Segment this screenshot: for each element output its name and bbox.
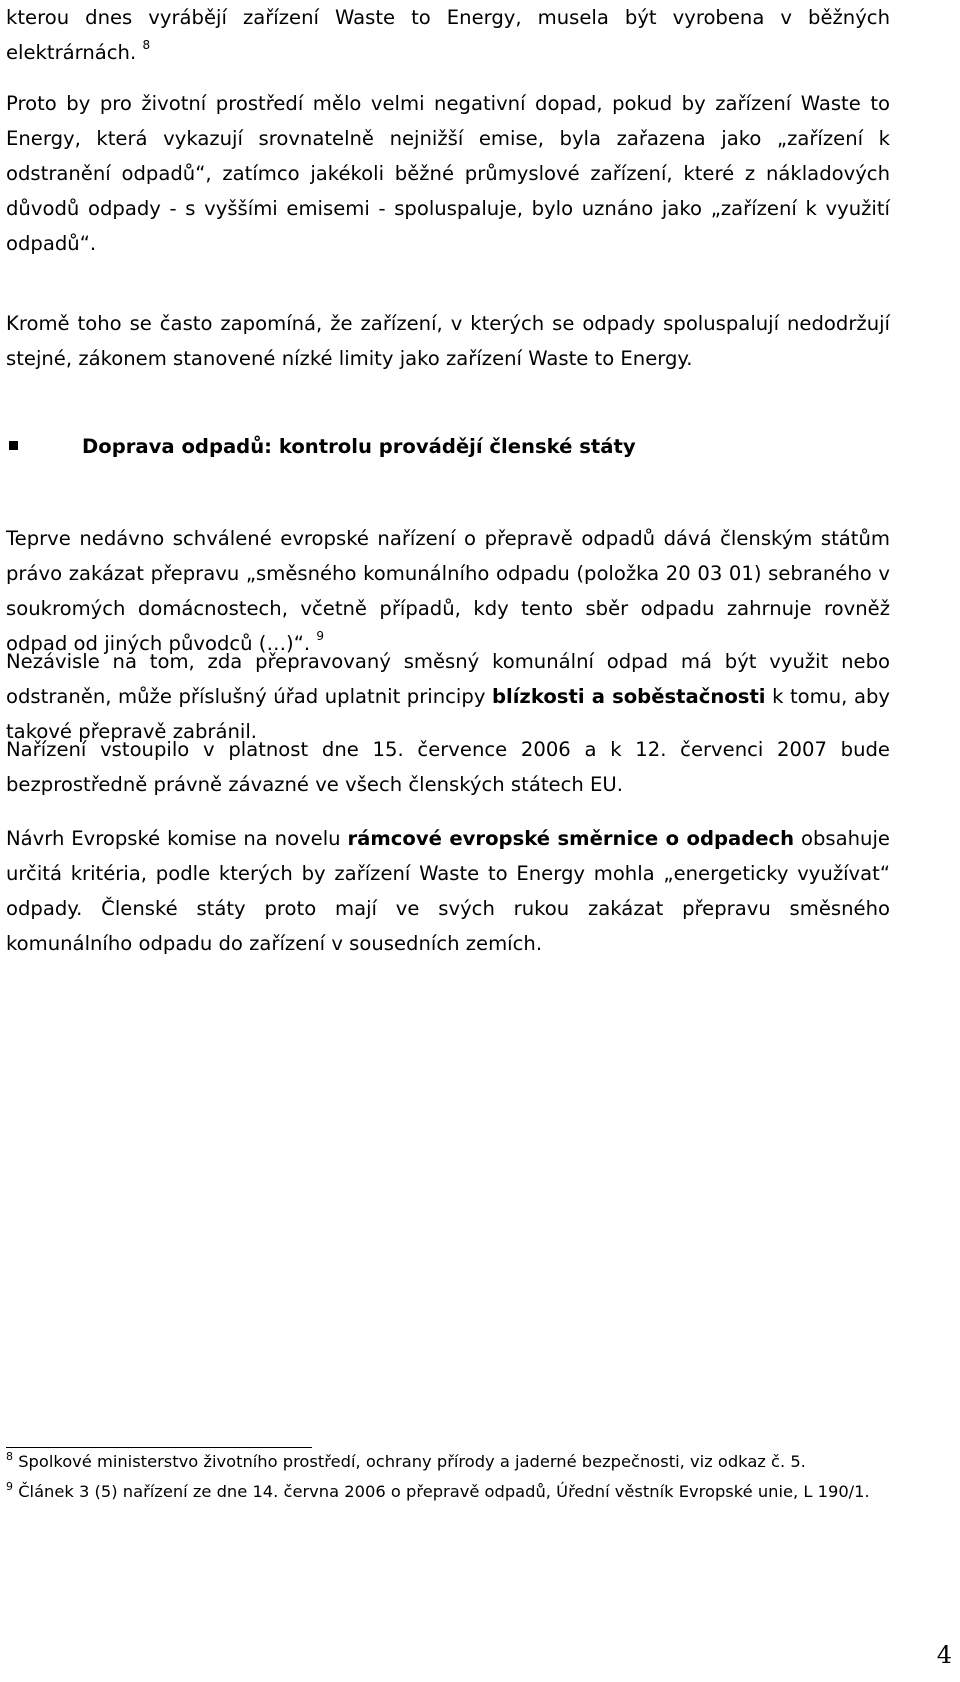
paragraph-7-text-after: obsahuje určitá kritéria, podle kterých by zařízení Waste to Energy mohla „energeticky využívat“ odpady. Členské státy proto mají ve svých rukou zakázat přepravu směsného komunálního odpadu do zařízení v sousedních zemích.	[6, 827, 890, 955]
section-heading-text: Doprava odpadů: kontrolu provádějí členské státy	[82, 435, 636, 458]
footnote-number: 9	[6, 1480, 13, 1493]
footnote-8	[6, 1448, 890, 1478]
paragraph-4	[6, 521, 890, 664]
paragraph-7	[6, 821, 890, 961]
paragraph-1-text: kterou dnes vyrábějí zařízení Waste to Energy, musela být vyrobena v běžných elektrárnách.	[6, 6, 890, 64]
footnote-number: 8	[6, 1450, 13, 1463]
paragraph-7-text-before: Návrh Evropské komise na novelu	[6, 827, 348, 850]
paragraph-5-bold: blízkosti a soběstačnosti	[491, 685, 766, 708]
footnote-text: Spolkové ministerstvo životního prostředí, ochrany přírody a jaderné bezpečnosti, viz odkaz č. 5.	[18, 1452, 806, 1471]
paragraph-6: Nařízení vstoupilo v platnost dne 15. července 2006 a k 12. červenci 2007 bude bezprostředně právně závazné ve všech členských státech EU.	[6, 738, 890, 796]
page-number: 4	[936, 1641, 952, 1669]
footnote-ref-9[interactable]: 9	[316, 629, 324, 643]
footnote-9	[6, 1478, 890, 1508]
footnotes	[6, 1448, 890, 1508]
square-bullet-icon	[9, 441, 18, 450]
footnote-text: Článek 3 (5) nařízení ze dne 14. června 2006 o přepravě odpadů, Úřední věstník Evropské unie, L 190/1.	[18, 1482, 870, 1501]
footnote-ref-8[interactable]: 8	[142, 38, 151, 52]
paragraph-5-text-before: Nezávisle na tom, zda přepravovaný směsný komunální odpad má být využit nebo odstraněn, může příslušný úřad uplatnit principy	[6, 650, 890, 708]
paragraph-5-text-after: k tomu, aby takové přepravě zabránil.	[6, 685, 890, 743]
paragraph-1	[6, 0, 890, 73]
paragraph-7-bold: rámcové evropské směrnice o odpadech	[347, 827, 795, 850]
paragraph-2: Proto by pro životní prostředí mělo velmi negativní dopad, pokud by zařízení Waste to Energy, která vykazují srovnatelně nejnižší emise, byla zařazena jako „zařízení k odstranění odpadů“, zatímco jakékoli běžné průmyslové zařízení, které z nákladových důvodů odpady - s vyššími emisemi - spoluspaluje, bylo uznáno jako „zařízení k využití odpadů“.	[6, 92, 890, 255]
paragraph-3: Kromě toho se často zapomíná, že zařízení, v kterých se odpady spoluspalují nedodržují stejné, zákonem stanovené nízké limity jako zařízení Waste to Energy.	[6, 312, 890, 370]
paragraph-4-text: Teprve nedávno schválené evropské nařízení o přepravě odpadů dává členským státům právo zakázat přepravu „směsného komunálního odpadu (položka 20 03 01) sebraného v soukromých domácnostech, včetně případů, kdy tento sběr odpadu zahrnuje rovněž odpad od jiných původců (…)“.	[6, 527, 890, 655]
